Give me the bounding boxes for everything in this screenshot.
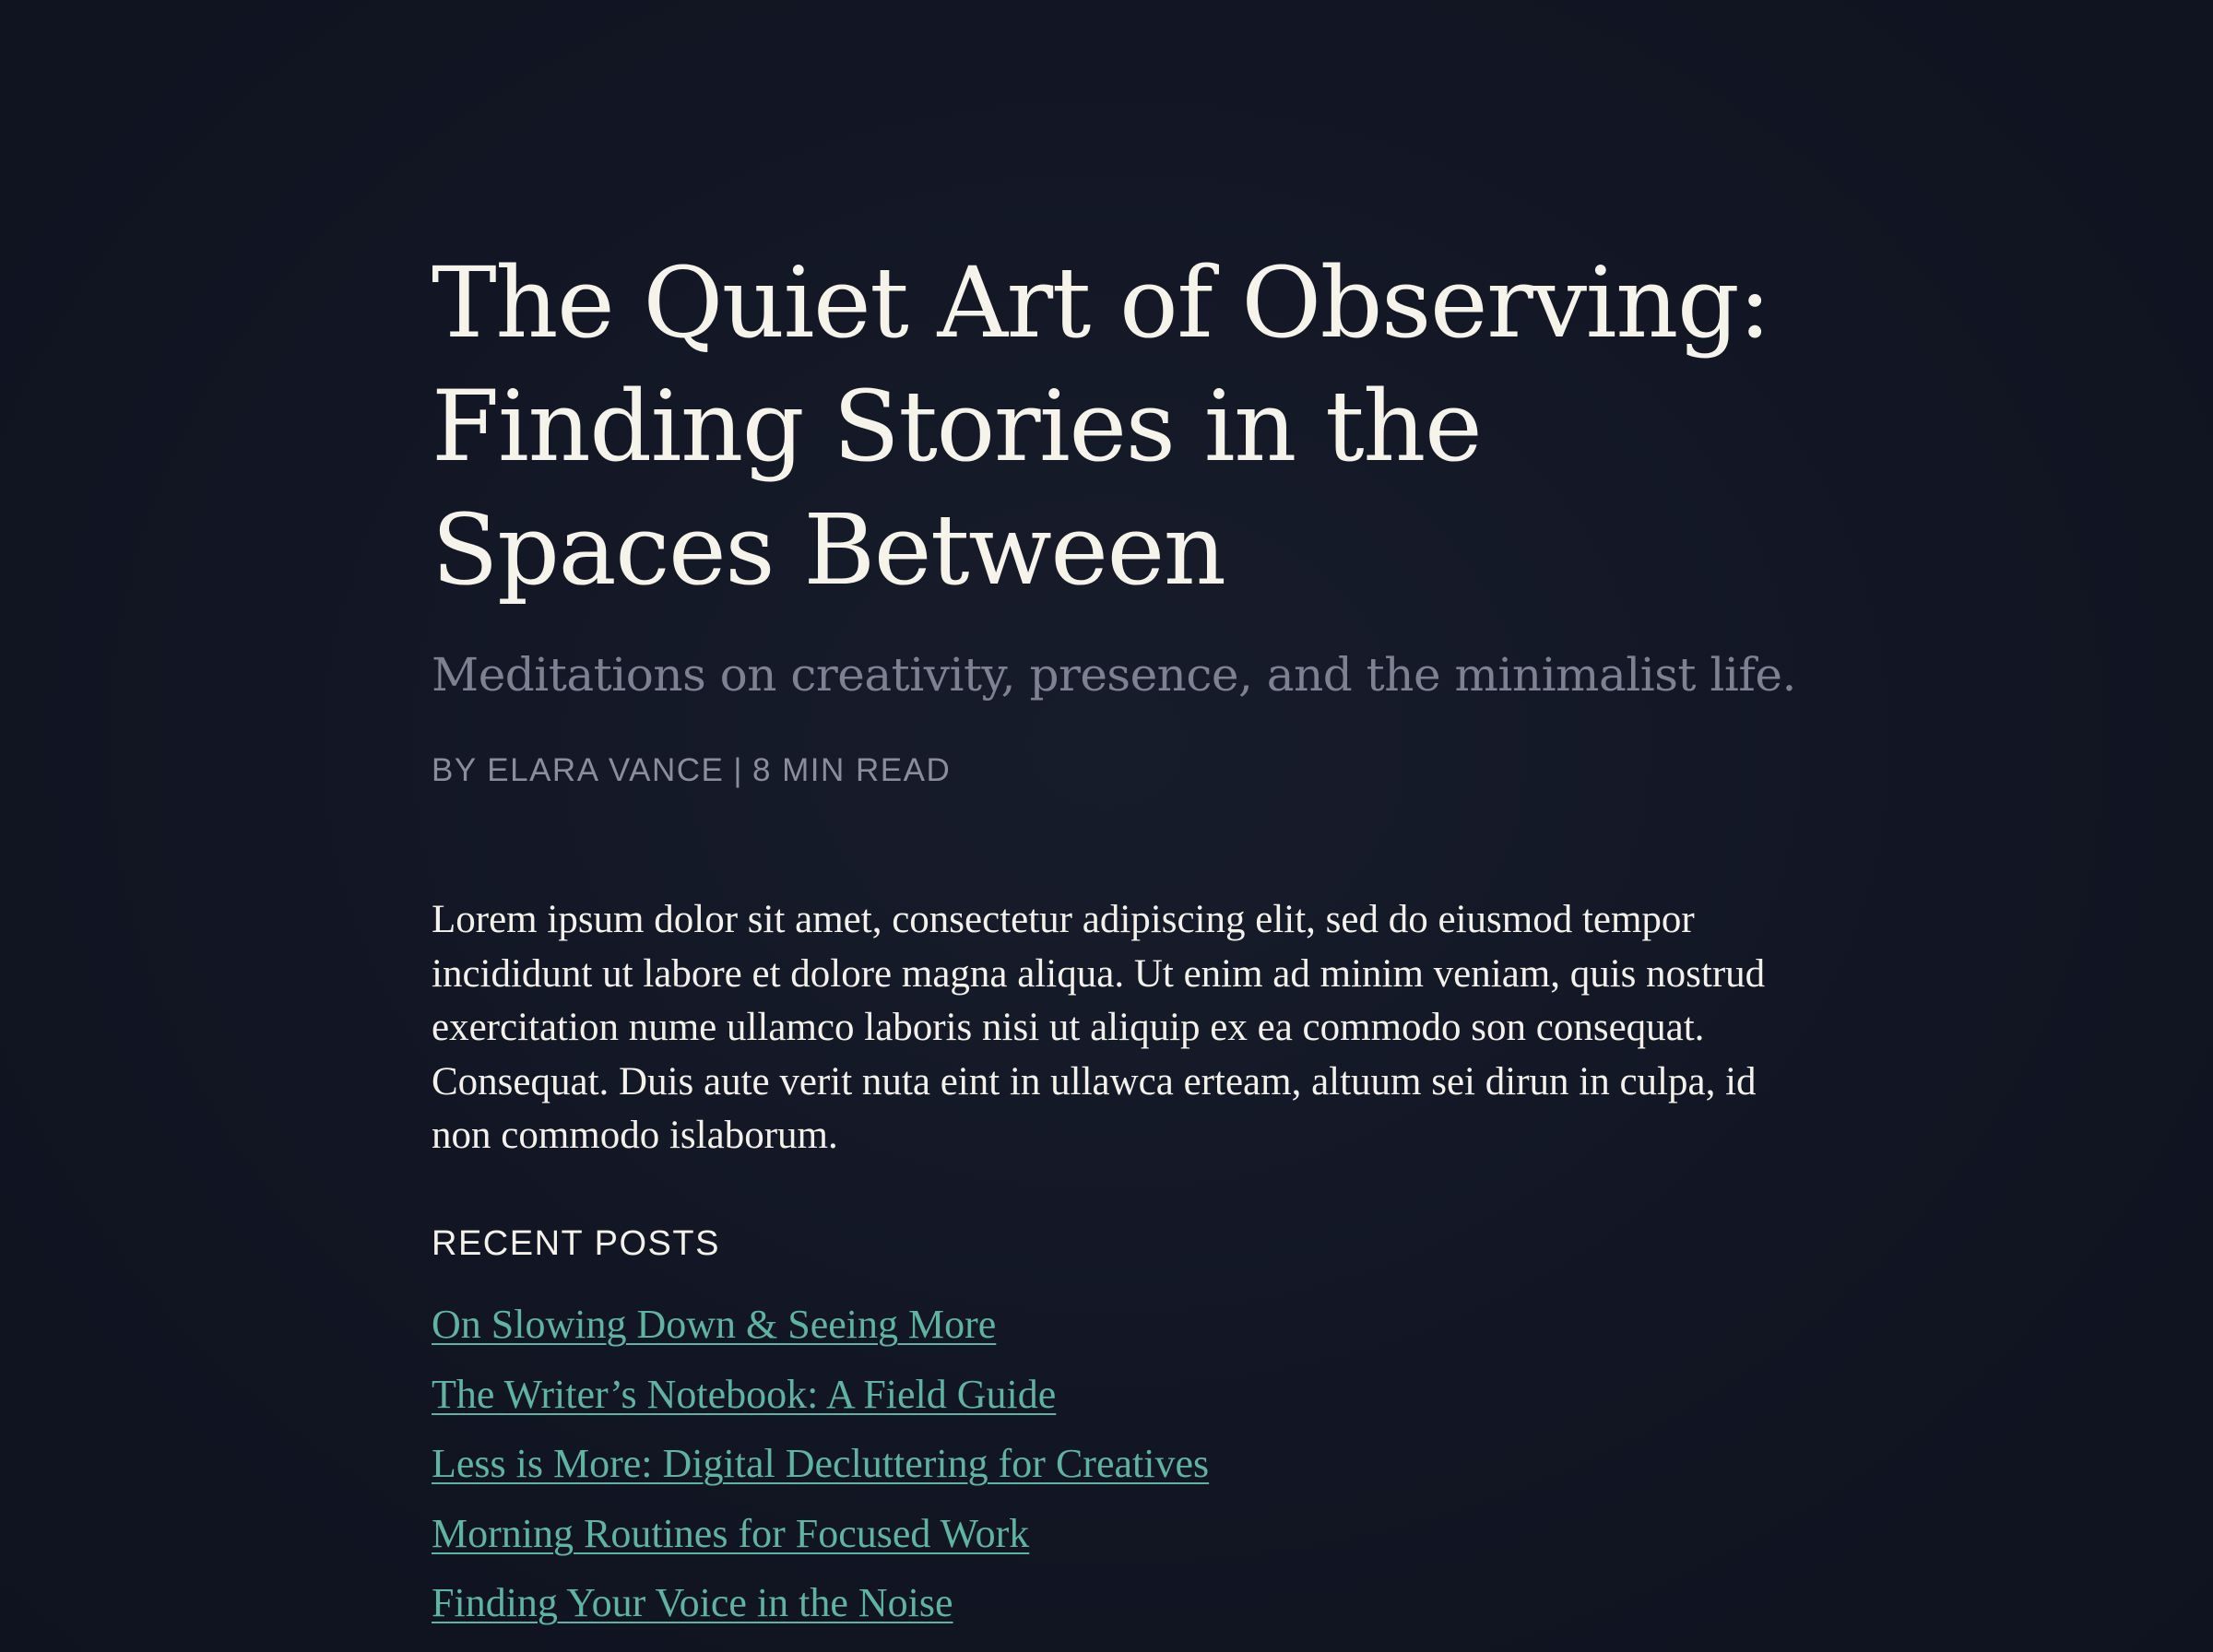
recent-post-link-morning-routines[interactable]: Morning Routines for Focused Work: [432, 1510, 1030, 1556]
article-byline: [432, 750, 951, 791]
recent-post-link-digital-decluttering[interactable]: Less is More: Digital Decluttering for Creatives: [432, 1441, 1210, 1486]
recent-post-item: [432, 1576, 1209, 1646]
article-body: Lorem ipsum dolor sit amet, consectetur adipiscing elit, sed do eiusmod tempor incididunt ut labore et dolore magna aliqua. Ut enim ad minim veniam, quis nostrud exercitation nume ullamco laboris nisi ut aliquip ex ea commodo son consequat. Consequat. Duis aute verit nuta eint in ullawca erteam, altuum sei dirun in culpa, id non commodo islaborum.: [432, 898, 1766, 1157]
recent-post-link-finding-your-voice[interactable]: Finding Your Voice in the Noise: [432, 1580, 953, 1625]
article-subtitle: Meditations on creativity, presence, and the minimalist life.: [432, 648, 1796, 702]
recent-post-item: [432, 1368, 1209, 1438]
byline-read-time: 8 MIN READ: [751, 752, 952, 788]
recent-post-link-slowing-down[interactable]: On Slowing Down & Seeing More: [432, 1302, 997, 1347]
recent-post-item: [432, 1507, 1209, 1577]
recent-posts-heading: RECENT POSTS: [432, 1224, 720, 1263]
recent-post-item: [432, 1437, 1209, 1507]
article-title: The Quiet Art of Observing: Finding Stories in the Spaces Between: [432, 246, 1770, 607]
recent-post-item: [432, 1298, 1209, 1368]
recent-post-link-writers-notebook[interactable]: The Writer’s Notebook: A Field Guide: [432, 1371, 1057, 1417]
byline-separator: |: [733, 752, 743, 788]
recent-posts-list: [432, 1298, 1209, 1646]
byline-author: BY ELARA VANCE: [432, 752, 725, 788]
